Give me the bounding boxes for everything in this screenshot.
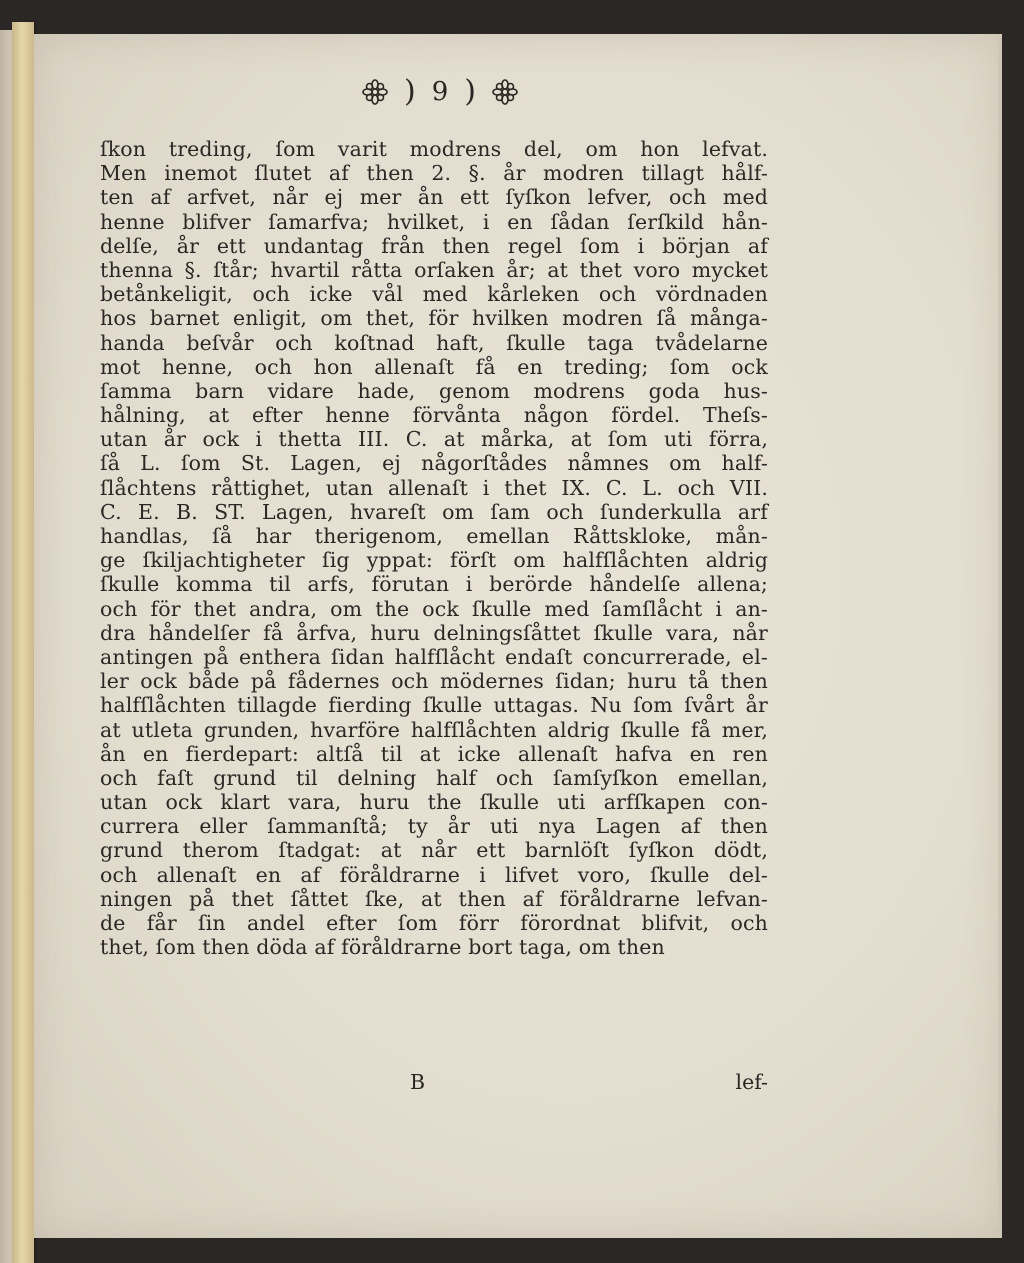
body-text [100,137,768,959]
text-line: mot henne, och hon allenaſt få en treding; ſom ock [100,354,768,379]
text-line: utan ock klart vara, huru the ſkulle uti arfſkapen con- [100,790,768,815]
text-line: thet, ſom then döda af föråldrarne bort taga, om then [100,935,665,960]
text-line: och för thet andra, om the ock ſkulle med ſamſlåcht i an- [100,596,768,621]
text-line: ſlåchtens råttighet, utan allenaſt i thet IX. C. L. och VII. [100,475,768,500]
text-line: handa beſvår och koſtnad haft, ſkulle taga tvådelarne [100,330,768,355]
text-line: C. E. B. ST. Lagen, hvareſt om ſam och ſunderkulla arf [100,499,768,524]
page-number: 9 [431,77,449,107]
text-line: ån en fierdepart: altſå til at icke allenaſt hafva en ren [100,741,768,766]
text-line: ten af arfvet, når ej mer ån ett ſyſkon lefver, och med [100,185,768,210]
book-binding-edge [12,22,34,1263]
text-line: utan år ock i thetta III. C. at mårka, at ſom uti förra, [100,427,768,452]
text-line: dra håndelſer få årfva, huru delningsſåttet ſkulle vara, når [100,620,768,645]
text-line: ſamma barn vidare hade, genom modrens goda hus- [100,378,768,403]
text-line: ſå L. ſom St. Lagen, ej någorſtådes nåmnes om half- [100,451,768,476]
page-footer [100,1070,768,1100]
text-line: currera eller ſammanſtå; ty år uti nya Lagen af then [100,814,768,839]
text-line: och allenaſt en af föråldrarne i lifvet voro, ſkulle del- [100,862,768,887]
text-line: halfſlåchten tillagde fierding ſkulle uttagas. Nu ſom ſvårt år [100,693,768,718]
text-line: ler ock både på fådernes och mödernes ſidan; huru tå then [100,669,768,694]
text-line: antingen på enthera ſidan halfſlåcht endaſt concurrerade, el- [100,644,768,669]
text-line: delſe, år ett undantag från then regel ſom i början af [100,233,768,258]
text-line: grund therom ſtadgat: at når ett barnlöſt ſyſkon dödt, [100,838,768,863]
text-line: och faſt grund til delning half och ſamſyſkon emellan, [100,765,768,790]
text-line: handlas, ſå har therigenom, emellan Råttskloke, mån- [100,524,768,548]
text-line: ſkulle komma til arfs, förutan i berörde håndelſe allena; [100,572,768,597]
text-line: Men inemot ſlutet af then 2. §. år modren tillagt hålf- [100,161,768,186]
text-line: henne blifver ſamarfva; hvilket, i en ſådan ſerſkild hån- [100,209,768,234]
header-paren-right: ) [464,74,476,109]
catchword: lef- [735,1070,768,1094]
text-line: ſkon treding, ſom varit modrens del, om hon lefvat. [100,137,768,161]
text-line: hålning, at efter henne förvånta någon fördel. Theſs- [100,403,768,428]
signature-mark: B [410,1070,426,1094]
text-line: at utleta grunden, hvarföre halfſlåchten aldrig ſkulle få mer, [100,717,768,742]
text-line: hos barnet enligit, om thet, för hvilken modren ſå många- [100,306,768,331]
flower-ornament-icon [492,79,518,105]
flower-ornament-icon [362,79,388,105]
page-edge [998,36,1002,1236]
header-paren-left: ) [404,74,416,109]
text-line: ningen på thet ſåttet ſke, at then af föråldrarne lefvan- [100,886,768,911]
text-line: ge ſkiljachtigheter ſig yppat: förſt om halfſlåchten aldrig [100,548,768,573]
text-line: de får ſin andel efter ſom förr förordnat blifvit, och [100,911,768,935]
text-line: betånkeligit, och icke vål med kårleken och vördnaden [100,282,768,307]
text-line: thenna §. ſtår; hvartil råtta orſaken år; at thet voro mycket [100,257,768,282]
page-header [300,62,580,122]
